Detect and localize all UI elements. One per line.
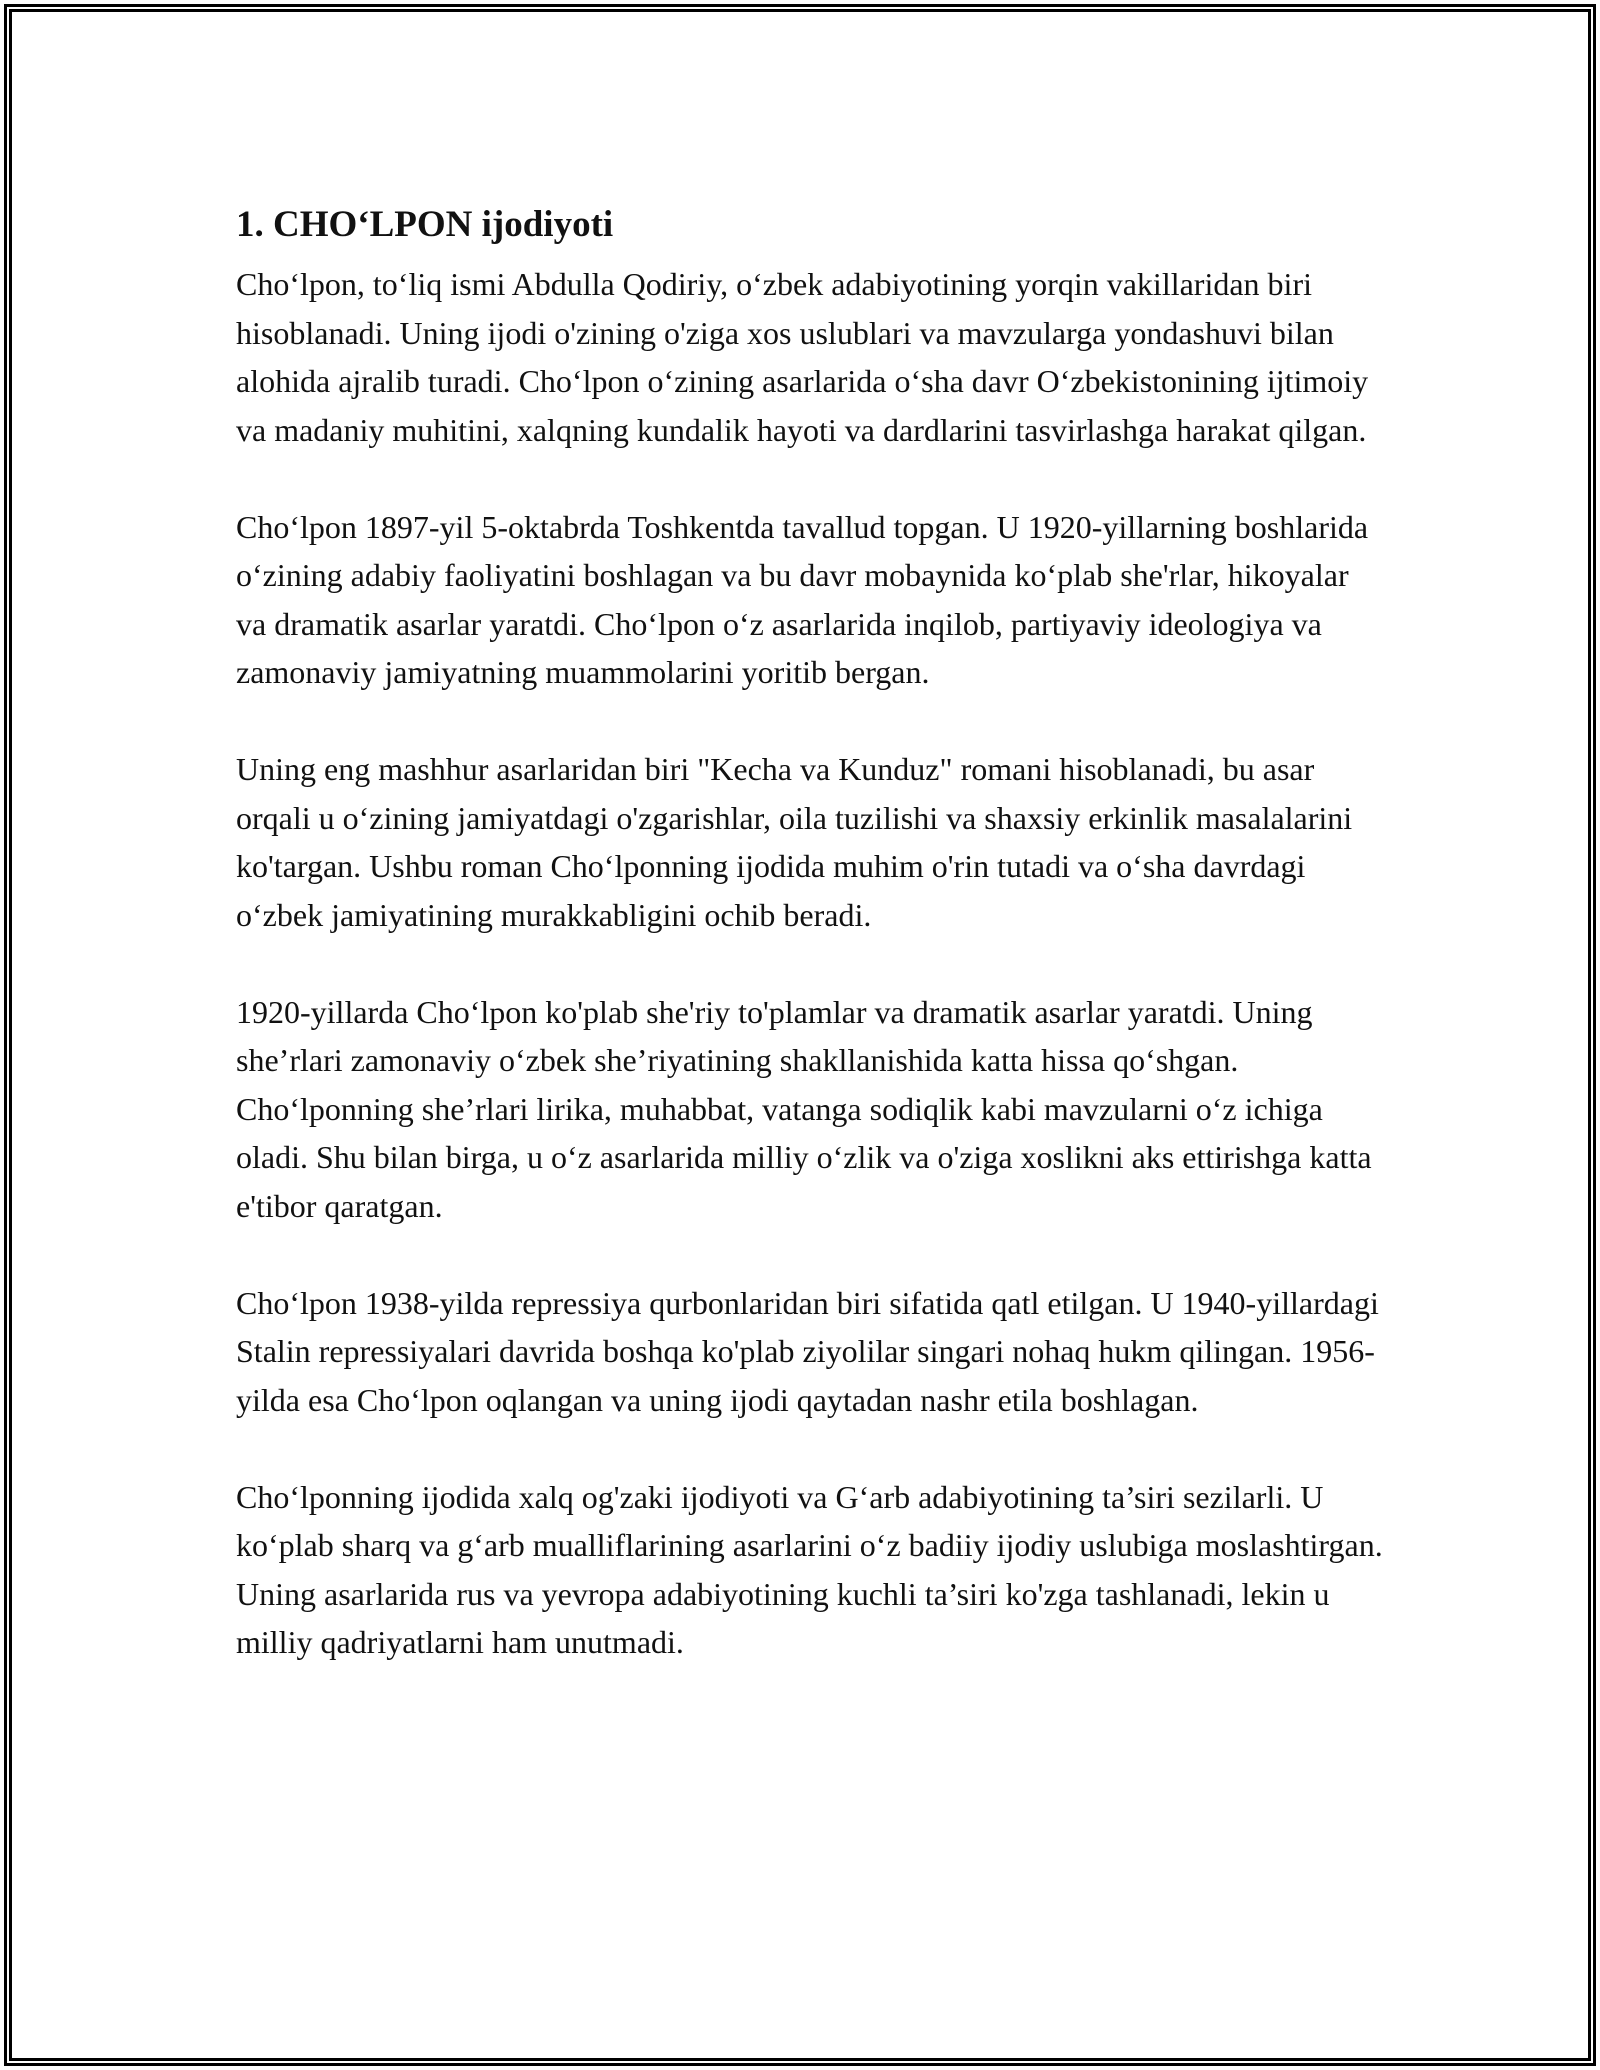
paragraph-2: Cho‘lpon 1897-yil 5-oktabrda Toshkentda tavallud topgan. U 1920-yillarning boshlarida o‘zining adabiy faoliyatini boshlagan va bu davr mobaynida ko‘plab she'rlar, hikoyalar va dramatik asarlar yaratdi. Cho‘lpon o‘z asarlarida inqilob, partiyaviy ideologiya va zamonaviy jamiyatning muammolarini yoritib bergan. (236, 508, 1369, 690)
paragraph-1: Cho‘lpon, to‘liq ismi Abdulla Qodiriy, o‘zbek adabiyotining yorqin vakillaridan biri hisoblanadi. Uning ijodi o'zining o'ziga xos uslublari va mavzularga yondashuvi bilan alohida ajralib turadi. Cho‘lpon o‘zining asarlarida o‘sha davr O‘zbekistonining ijtimoiy va madaniy muhitini, xalqning kundalik hayoti va dardlarini tasvirlashga harakat qilgan. (236, 266, 1369, 448)
paragraph-5: Cho‘lpon 1938-yilda repressiya qurbonlaridan biri sifatida qatl etilgan. U 1940-yillardagi Stalin repressiyalari davrida boshqa ko'plab ziyolilar singari nohaq hukm qilingan. 1956-yilda esa Cho‘lpon oqlangan va uning ijodi qaytadan nashr etila boshlagan. (236, 1284, 1379, 1418)
page-title: 1. CHO‘LPON ijodiyoti (236, 204, 614, 245)
paragraph-4: 1920-yillarda Cho‘lpon ko'plab she'riy to'plamlar va dramatik asarlar yaratdi. Uning she’rlari zamonaviy o‘zbek she’riyatining shakllanishida katta hissa qo‘shgan. Cho‘lponning she’rlari lirika, muhabbat, vatanga sodiqlik kabi mavzularni o‘z ichiga oladi. Shu bilan birga, u o‘z asarlarida milliy o‘zlik va o'ziga xoslikni aks ettirishga katta e'tibor qaratgan. (236, 993, 1372, 1224)
paragraph-6: Cho‘lponning ijodida xalq og'zaki ijodiyoti va G‘arb adabiyotining ta’siri sezilarli. U ko‘plab sharq va g‘arb mualliflarining asarlarini o‘z badiiy ijodiy uslubiga moslashtirgan. Uning asarlarida rus va yevropa adabiyotining kuchli ta’siri ko'zga tashlanadi, lekin u milliy qadriyatlarni ham unutmadi. (236, 1478, 1383, 1660)
document-body (236, 180, 1386, 1715)
paragraph-3: Uning eng mashhur asarlaridan biri "Kecha va Kunduz" romani hisoblanadi, bu asar orqali u o‘zining jamiyatdagi o'zgarishlar, oila tuzilishi va shaxsiy erkinlik masalalarini ko'targan. Ushbu roman Cho‘lponning ijodida muhim o'rin tutadi va o‘sha davrdagi o‘zbek jamiyatining murakkabligini ochib beradi. (236, 751, 1353, 933)
